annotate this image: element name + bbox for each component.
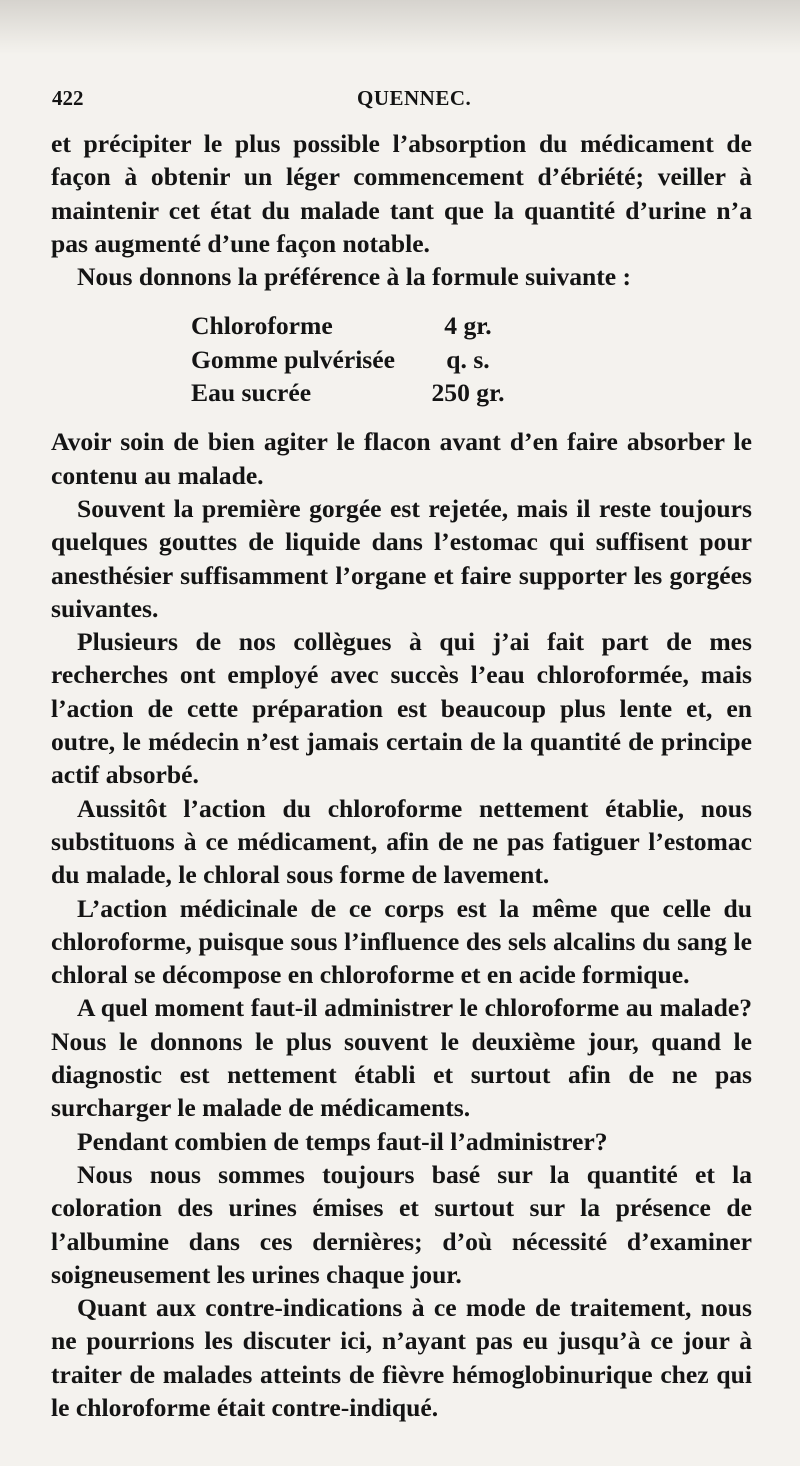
formula-row	[191, 309, 752, 342]
formula-ingredient: Eau sucrée	[191, 378, 312, 408]
paragraph: Aussitôt l’action du chloroforme nettement établie, nous substituons à ce médicament, afin de ne pas fatiguer l’estomac du malade, le chloral sous forme de lavement.	[51, 793, 752, 890]
paragraph: Souvent la première gorgée est rejetée, mais il reste toujours quelques gouttes de liquide dans l’estomac qui suffisent pour anesthésier suffisamment l’organe et faire supporter les gorgées suivantes.	[51, 493, 752, 623]
scan-edge-shading	[0, 0, 800, 55]
paragraph: Nous donnons la préférence à la formule suivante :	[77, 262, 632, 292]
formula-block	[191, 309, 752, 409]
formula-row	[191, 376, 752, 409]
running-head	[52, 86, 752, 116]
paragraph: et précipiter le plus possible l’absorption du médicament de façon à obtenir un léger commencement d’ébriété; veiller à maintenir cet état du malade tant que la quantité d’urine n’a pas augmenté d’une façon notable.	[51, 129, 752, 258]
paragraph: Avoir soin de bien agiter le flacon avant d’en faire absorber le contenu au malade.	[51, 427, 752, 490]
paragraph: Nous nous sommes toujours basé sur la quantité et la coloration des urines émises et surtout sur la présence de l’albumine dans ces dernières; d’où nécessité d’examiner soigneusement les urines chaque jour.	[51, 1159, 752, 1289]
formula-quantity: 4 gr.	[444, 311, 492, 341]
page-number: 422	[52, 86, 84, 110]
paragraph: Pendant combien de temps faut-il l’administrer?	[77, 1126, 608, 1156]
formula-row	[191, 343, 752, 376]
formula-ingredient: Chloroforme	[191, 311, 333, 341]
formula-ingredient: Gomme pulvérisée	[191, 344, 395, 374]
formula-quantity: 250 gr.	[431, 378, 505, 408]
paragraph: L’action médicinale de ce corps est la même que celle du chloroforme, puisque sous l’influence des sels alcalins du sang le chloral se décompose en chloroforme et en acide formique.	[51, 893, 752, 990]
body-text	[51, 127, 752, 1424]
formula-quantity: q. s.	[446, 344, 490, 374]
paragraph: Plusieurs de nos collègues à qui j’ai fait part de mes recherches ont employé avec succès l’eau chloroformée, mais l’action de cette préparation est beaucoup plus lente et, en outre, le médecin n’est jamais certain de la quantité de principe actif absorbé.	[51, 627, 752, 790]
paragraph: A quel moment faut-il administrer le chloroforme au malade? Nous le donnons le plus souvent le deuxième jour, quand le diagnostic est nettement établi et surtout afin de ne pas surcharger le malade de médicaments.	[51, 993, 752, 1123]
paragraph: Quant aux contre-indications à ce mode de traitement, nous ne pourrions les discuter ici, n’ayant pas eu jusqu’à ce jour à traiter de malades atteints de fièvre hémoglobinurique chez qui le chloroforme était contre-indiqué.	[51, 1293, 752, 1422]
running-title: QUENNEC.	[357, 86, 472, 110]
